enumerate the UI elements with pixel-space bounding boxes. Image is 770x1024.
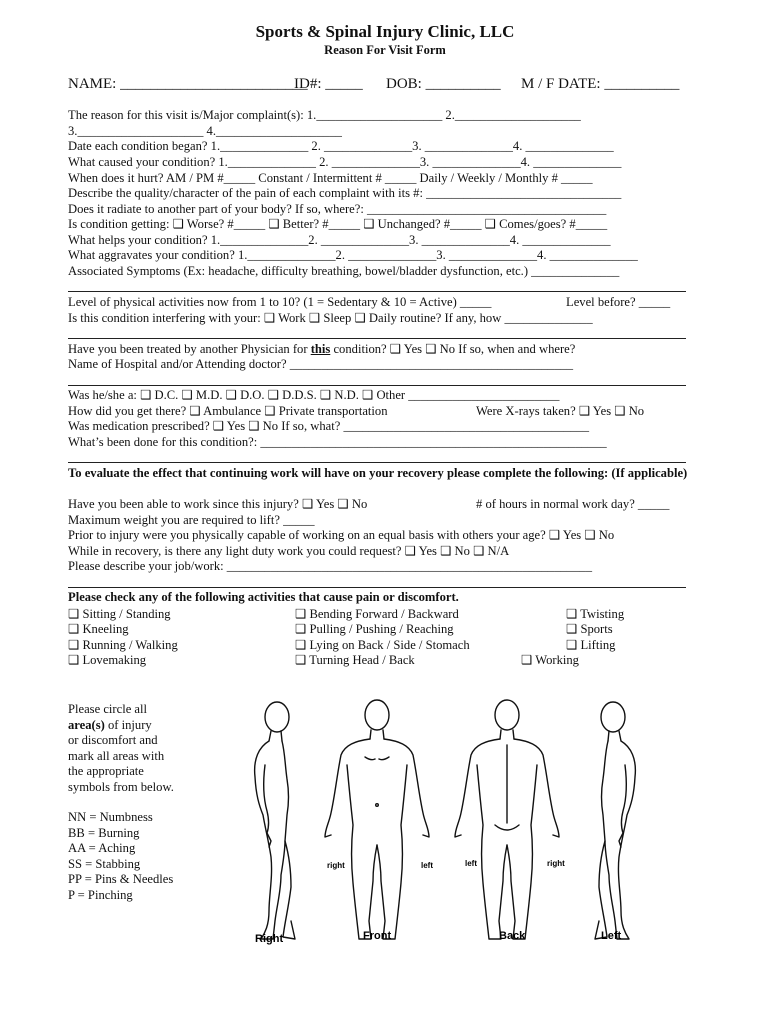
treated-line[interactable] [68, 342, 575, 357]
major-complaint-line-2[interactable]: 3.____________________ 4.____________________ [68, 124, 342, 138]
activity-checkbox[interactable]: ❑ Working [521, 653, 579, 667]
max-weight-line[interactable]: Maximum weight you are required to lift? _____ [68, 513, 315, 527]
blank-line[interactable] [68, 338, 686, 339]
blank-line[interactable] [68, 291, 686, 292]
left-view-label: Left [601, 930, 622, 942]
activity-checkbox[interactable]: ❑ Running / Walking [68, 638, 178, 652]
blank-line[interactable] [68, 462, 686, 463]
radiate-line[interactable]: Does it radiate to another part of your body? If so, where?: ______________________________________ [68, 202, 607, 216]
instruction-line: Please circle all [68, 702, 148, 716]
work-section-heading: To evaluate the effect that continuing work will have on your recovery please complete the following: (If applicable) [68, 466, 688, 480]
hospital-line[interactable]: Name of Hospital and/or Attending doctor? _____________________________________________ [68, 357, 574, 371]
activity-checkbox[interactable]: ❑ Kneeling [68, 622, 129, 636]
able-to-work-line[interactable]: Have you been able to work since this injury? ❑ Yes ❑ No [68, 497, 368, 511]
instruction-rest: of injury [104, 717, 152, 732]
front-view-label: Front [363, 930, 392, 942]
symbol-legend-item: AA = Aching [68, 841, 136, 855]
interfering-line[interactable]: Is this condition interfering with your: ❑ Work ❑ Sleep ❑ Daily routine? If any, how ______________ [68, 311, 593, 325]
front-right-label: right [327, 861, 345, 870]
activity-checkbox[interactable]: ❑ Twisting [566, 607, 625, 621]
activity-level-now[interactable]: Level of physical activities now from 1 to 10? (1 = Sedentary & 10 = Active) _____ [68, 295, 492, 309]
blank-line[interactable] [68, 385, 686, 386]
clinic-title: Sports & Spinal Injury Clinic, LLC [255, 22, 515, 41]
activity-checkbox[interactable]: ❑ Sitting / Standing [68, 607, 171, 621]
instruction-line [68, 718, 208, 734]
how-get-there-line[interactable]: How did you get there? ❑ Ambulance ❑ Private transportation [68, 404, 388, 418]
physician-type-line[interactable]: Was he/she a: ❑ D.C. ❑ M.D. ❑ D.O. ❑ D.D.S. ❑ N.D. ❑ Other ________________________ [68, 388, 560, 402]
symbol-legend-item: P = Pinching [68, 887, 133, 902]
associated-symptoms-line[interactable]: Associated Symptoms (Ex: headache, difficulty breathing, bowel/bladder dysfunction, etc.) ______________ [68, 264, 620, 278]
id-field[interactable]: ID#: _____ [294, 76, 363, 92]
activity-checkbox[interactable]: ❑ Pulling / Pushing / Reaching [295, 622, 454, 636]
activity-checkbox[interactable]: ❑ Lying on Back / Side / Stomach [295, 638, 470, 652]
symbol-legend-item: NN = Numbness [68, 810, 153, 824]
instruction-line: symbols from below. [68, 779, 174, 794]
instruction-line: the appropriate [68, 764, 144, 778]
body-figure-left-side[interactable] [595, 702, 635, 939]
symbol-legend-item: BB = Burning [68, 825, 140, 840]
symbol-legend-item: PP = Pins & Needles [68, 872, 174, 886]
activity-checkbox[interactable]: ❑ Sports [566, 622, 613, 636]
body-figure-right-side[interactable] [255, 702, 295, 939]
pain-quality-line[interactable]: Describe the quality/character of the pain of each complaint with its #: _______________________________ [68, 186, 622, 200]
sex-date-field[interactable]: M / F DATE: __________ [521, 76, 680, 92]
when-hurt-line[interactable]: When does it hurt? AM / PM #_____ Constant / Intermittent # _____ Daily / Weekly / Monthly # _____ [68, 171, 593, 185]
blank-line[interactable] [68, 587, 686, 588]
right-view-label: Right [255, 933, 284, 945]
date-began-line[interactable]: Date each condition began? 1.______________ 2. ______________3. ______________4. ______________ [68, 139, 614, 153]
what-done-line[interactable]: What’s been done for this condition?: _______________________________________________________ [68, 435, 607, 449]
major-complaint-line[interactable]: The reason for this visit is/Major complaint(s): 1.____________________ 2.____________________ [68, 108, 581, 122]
condition-getting-line[interactable]: Is condition getting: ❑ Worse? #_____ ❑ Better? #_____ ❑ Unchanged? #_____ ❑ Comes/goes? #_____ [68, 217, 608, 231]
back-view-label: Back [499, 930, 526, 942]
body-diagram[interactable] [225, 695, 655, 957]
job-describe-line[interactable]: Please describe your job/work: __________________________________________________________ [68, 559, 592, 573]
form-subtitle: Reason For Visit Form [324, 43, 446, 57]
cause-line[interactable]: What caused your condition? 1.______________ 2. ______________3. ______________4. ______________ [68, 155, 622, 169]
treated-this-emphasis: this [310, 342, 331, 356]
instruction-bold: area(s) [68, 717, 105, 732]
aggravates-line[interactable]: What aggravates your condition? 1.______________2. ______________3. ______________4. ______________ [68, 248, 638, 262]
light-duty-line[interactable]: While in recovery, is there any light duty work you could request? ❑ Yes ❑ No ❑ N/A [68, 544, 510, 558]
medication-line[interactable]: Was medication prescribed? ❑ Yes ❑ No If so, what? _______________________________________ [68, 419, 590, 433]
treated-text-post: condition? ❑ Yes ❑ No If so, when and where? [330, 342, 576, 356]
activity-checkbox[interactable]: ❑ Turning Head / Back [295, 653, 415, 667]
activities-heading: Please check any of the following activities that cause pain or discomfort. [68, 590, 459, 604]
body-figure-front[interactable] [325, 700, 429, 939]
instruction-line: mark all areas with [68, 748, 165, 763]
hours-line[interactable]: # of hours in normal work day? _____ [476, 497, 670, 511]
prior-capable-line[interactable]: Prior to injury were you physically capable of working on an equal basis with others your age? ❑ Yes ❑ No [68, 528, 615, 542]
what-helps-line[interactable]: What helps your condition? 1.______________2. ______________3. ______________4. ______________ [68, 233, 611, 247]
dob-field[interactable]: DOB: __________ [386, 76, 501, 92]
xrays-line[interactable]: Were X-rays taken? ❑ Yes ❑ No [476, 404, 645, 418]
instruction-line: or discomfort and [68, 733, 158, 747]
activity-checkbox[interactable]: ❑ Bending Forward / Backward [295, 607, 459, 621]
front-left-label: left [421, 861, 433, 870]
back-left-label: left [465, 859, 477, 868]
name-field[interactable]: NAME: _________________________ [68, 76, 308, 92]
treated-text-pre: Have you been treated by another Physician for [68, 342, 311, 356]
activity-checkbox[interactable]: ❑ Lifting [566, 638, 616, 652]
activity-checkbox[interactable]: ❑ Lovemaking [68, 653, 147, 667]
body-figure-back[interactable] [455, 700, 559, 939]
activity-level-before[interactable]: Level before? _____ [566, 295, 671, 309]
symbol-legend-item: SS = Stabbing [68, 856, 141, 871]
back-right-label: right [547, 859, 565, 868]
area-instructions [68, 702, 208, 903]
